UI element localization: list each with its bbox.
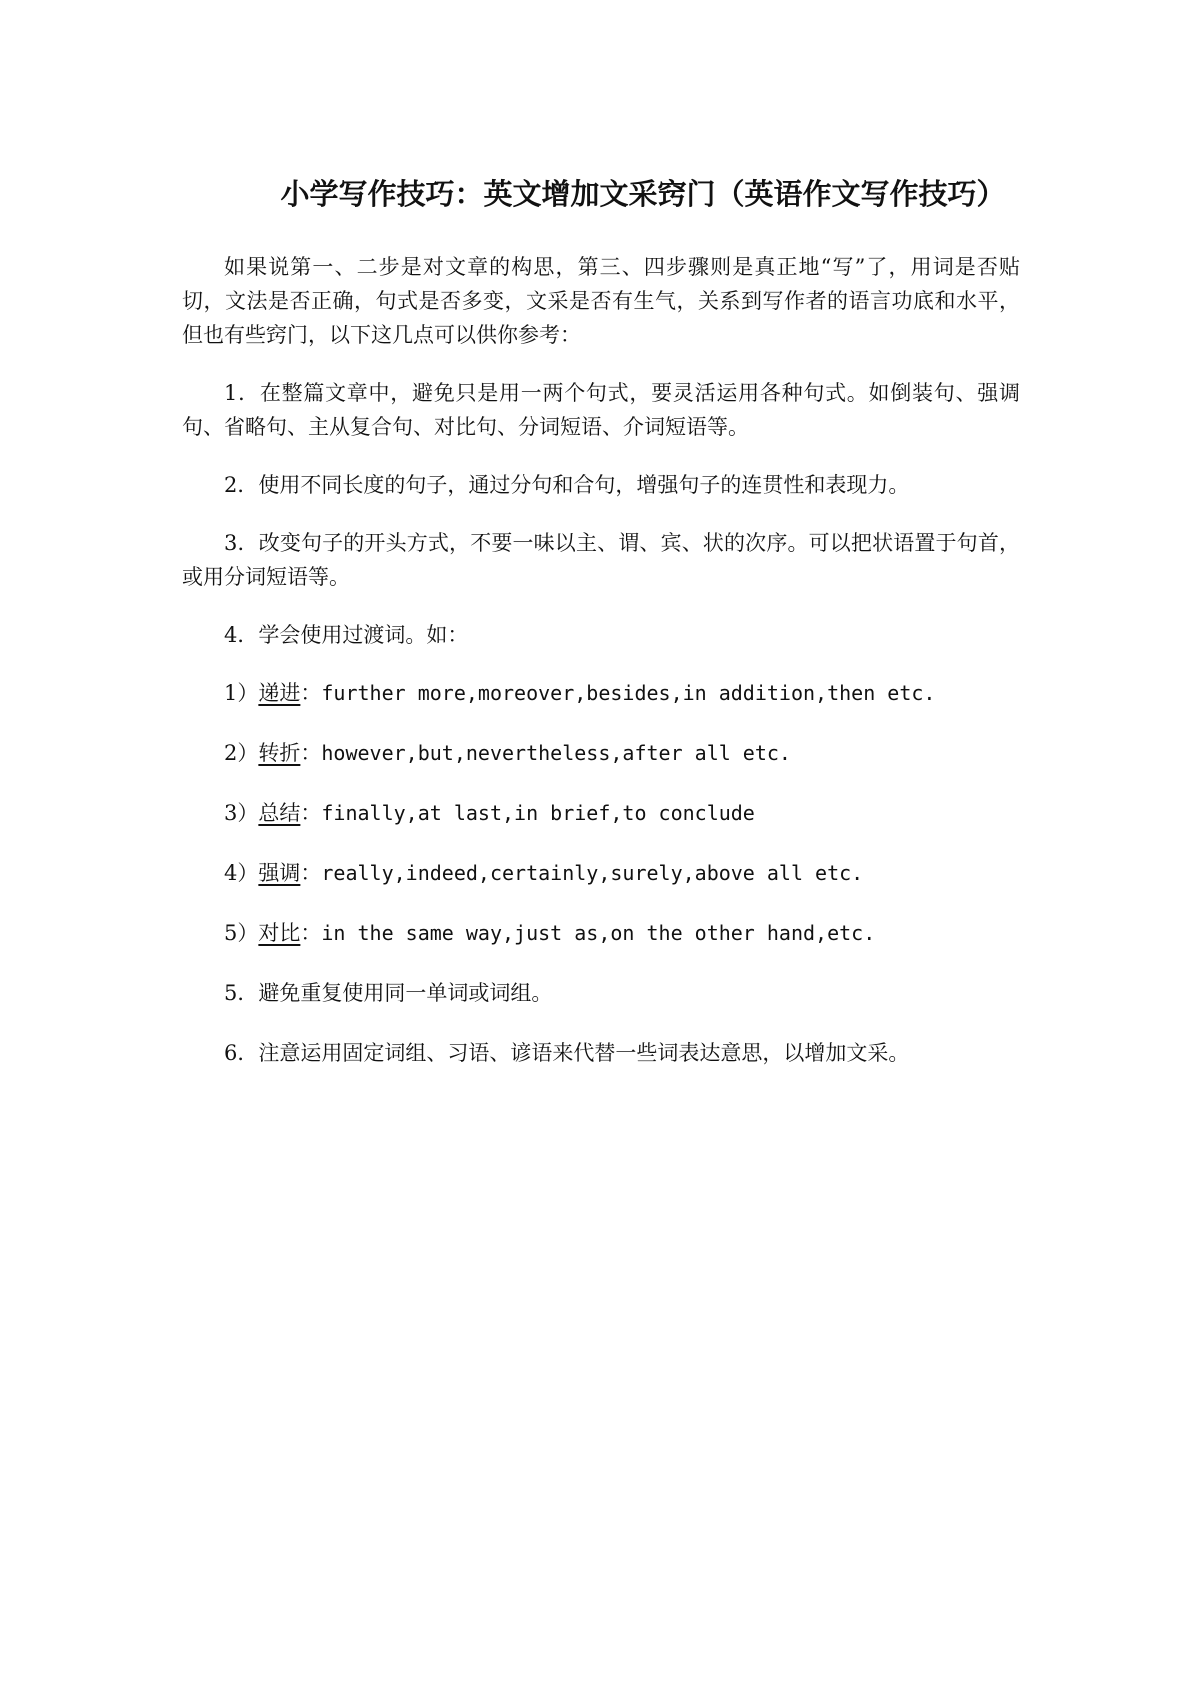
transition-label: 对比 [258,921,301,945]
transition-item [182,916,1020,950]
transition-number: 2） [224,741,259,765]
point-5 [182,976,1020,1010]
transition-number: 4） [224,861,259,885]
transition-number: 5） [224,921,259,945]
transition-label: 递进 [258,681,301,705]
intro-paragraph: 如果说第一、二步是对文章的构思，第三、四步骤则是真正地“写”了，用词是否贴切，文法是否正确，句式是否多变，文采是否有生气，关系到写作者的语言功底和水平，但也有些窍门，以下这几点可以供你参考： [182,255,1020,347]
transition-separator: ： [300,921,322,945]
transition-words: in the same way,just as,on the other hand,etc. [321,921,876,945]
point-number: 5． [224,981,259,1005]
point-6 [182,1036,1020,1070]
point-3 [182,526,1020,594]
transition-number: 1） [224,681,259,705]
point-text: 使用不同长度的句子，通过分句和合句，增强句子的连贯性和表现力。 [258,473,910,497]
transition-item [182,736,1020,770]
transition-label: 强调 [258,861,301,885]
point-4 [182,618,1020,652]
transition-words: really,indeed,certainly,surely,above all etc. [321,861,864,885]
transition-separator: ： [300,861,322,885]
point-1 [182,376,1020,444]
page-title: 小学写作技巧：英文增加文采窍门（英语作文写作技巧） [280,177,1006,211]
point-text: 学会使用过渡词。如： [258,623,469,647]
point-text: 注意运用固定词组、习语、谚语来代替一些词表达意思，以增加文采。 [258,1041,910,1065]
transition-separator: ： [300,741,322,765]
transition-item [182,676,1020,710]
point-number: 3． [224,531,259,555]
transition-number: 3） [224,801,259,825]
transition-separator: ： [300,801,322,825]
transition-words: further more,moreover,besides,in addition,then etc. [321,681,936,705]
transition-item [182,796,1020,830]
transition-separator: ： [300,681,322,705]
transition-label: 转折 [258,741,301,765]
transition-label: 总结 [258,801,301,825]
point-text: 改变句子的开头方式，不要一味以主、谓、宾、状的次序。可以把状语置于句首，或用分词短语等。 [182,531,1020,589]
point-2 [182,468,1020,502]
point-number: 4． [224,623,259,647]
transition-item [182,856,1020,890]
document-body [182,250,1020,1096]
transition-words: however,but,nevertheless,after all etc. [321,741,791,765]
point-number: 2． [224,473,259,497]
transition-words: finally,at last,in brief,to conclude [321,801,755,825]
point-number: 6． [224,1041,259,1065]
point-number: 1． [224,381,260,405]
point-text: 在整篇文章中，避免只是用一两个句式，要灵活运用各种句式。如倒装句、强调句、省略句、主从复合句、对比句、分词短语、介词短语等。 [182,381,1020,439]
point-text: 避免重复使用同一单词或词组。 [258,981,553,1005]
